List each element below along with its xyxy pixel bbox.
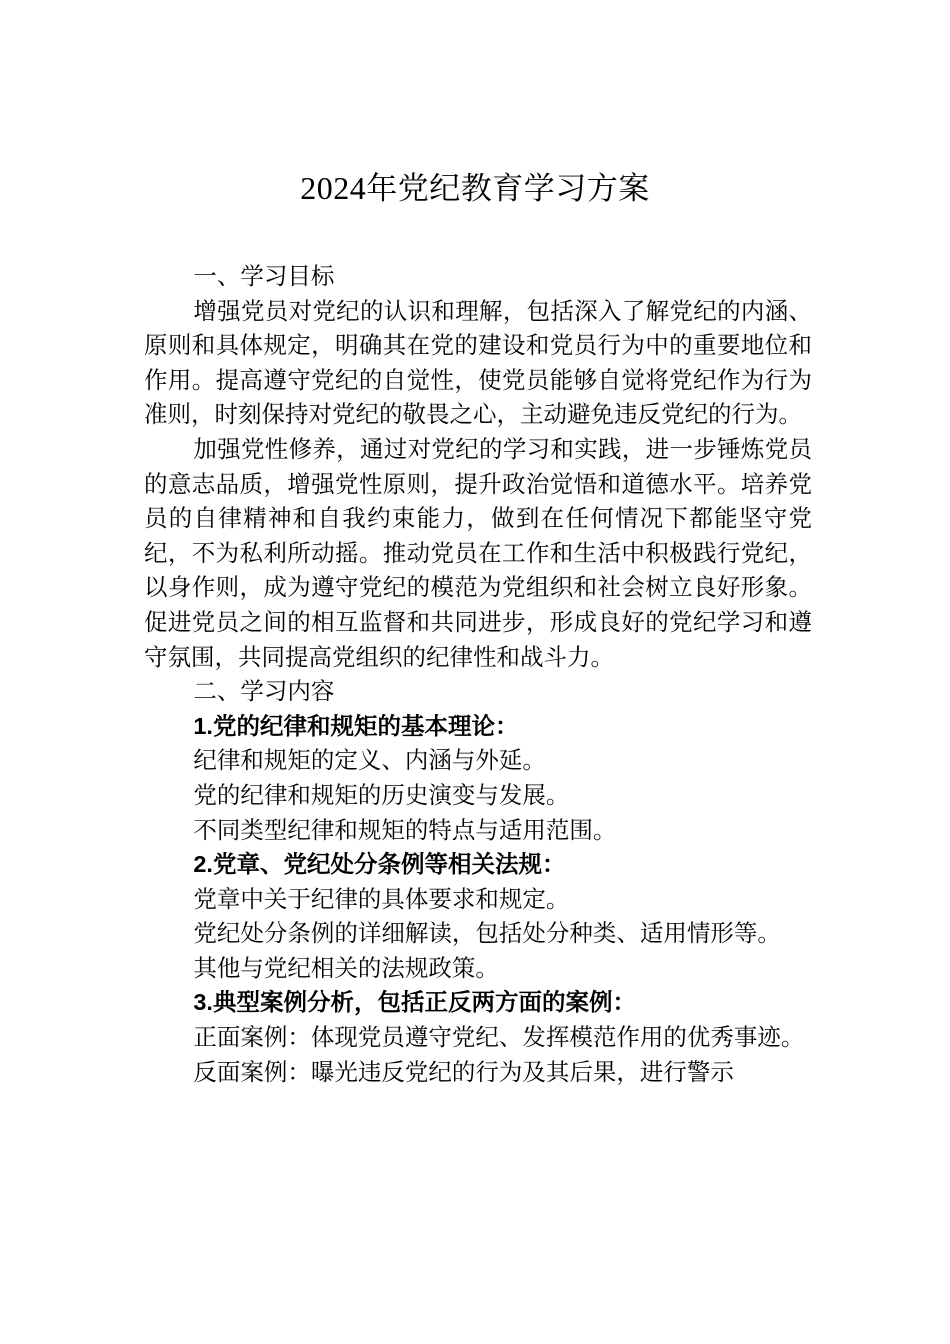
subheading-text: 党的纪律和规矩的基本理论： xyxy=(212,711,519,740)
section-heading-goals: 一、学习目标 xyxy=(193,262,335,290)
section-heading-content: 二、学习内容 xyxy=(193,677,335,706)
subheading-regulations xyxy=(144,847,812,882)
subheading-number: 3. xyxy=(193,989,213,1016)
list-item: 不同类型纪律和规矩的特点与适用范围。 xyxy=(193,815,617,844)
subheading-text: 党章、党纪处分条例等相关法规： xyxy=(212,850,566,879)
list-item: 纪律和规矩的定义、内涵与外延。 xyxy=(193,746,546,775)
document-body xyxy=(144,259,812,1089)
subheading-text: 典型案例分析，包括正反两方面的案例： xyxy=(212,988,636,1017)
subheading-case-analysis xyxy=(144,985,812,1020)
list-item: 党的纪律和规矩的历史演变与发展。 xyxy=(193,780,570,809)
list-item: 党纪处分条例的详细解读，包括处分种类、适用情形等。 xyxy=(193,919,781,948)
paragraph: 增强党员对党纪的认识和理解，包括深入了解党纪的内涵、原则和具体规定，明确其在党的建设和党员行为中的重要地位和作用。提高遵守党纪的自觉性，使党员能够自觉将党纪作为行为准则，时刻保持对党纪的敬畏之心，主动避免违反党纪的行为。 xyxy=(144,296,812,429)
list-item: 反面案例：曝光违反党纪的行为及其后果，进行警示 xyxy=(193,1057,734,1086)
paragraph: 加强党性修养，通过对党纪的学习和实践，进一步锤炼党员的意志品质，增强党性原则，提升政治觉悟和道德水平。培养党员的自律精神和自我约束能力，做到在任何情况下都能坚守党纪，不为私利所动摇。推动党员在工作和生活中积极践行党纪，以身作则，成为遵守党纪的模范为党组织和社会树立良好形象。促进党员之间的相互监督和共同进步，形成良好的党纪学习和遵守氛围，共同提高党组织的纪律性和战斗力。 xyxy=(144,434,812,671)
list-item: 党章中关于纪律的具体要求和规定。 xyxy=(193,884,570,913)
list-item: 其他与党纪相关的法规政策。 xyxy=(193,953,499,982)
subheading-number: 1. xyxy=(193,712,213,739)
title-year: 2024 xyxy=(300,170,367,206)
list-item: 正面案例：体现党员遵守党纪、发挥模范作用的优秀事迹。 xyxy=(193,1023,805,1052)
subheading-number: 2. xyxy=(193,851,213,878)
subheading-basic-theory xyxy=(144,709,812,744)
document-title xyxy=(0,165,950,212)
title-text: 年党纪教育学习方案 xyxy=(366,171,650,207)
